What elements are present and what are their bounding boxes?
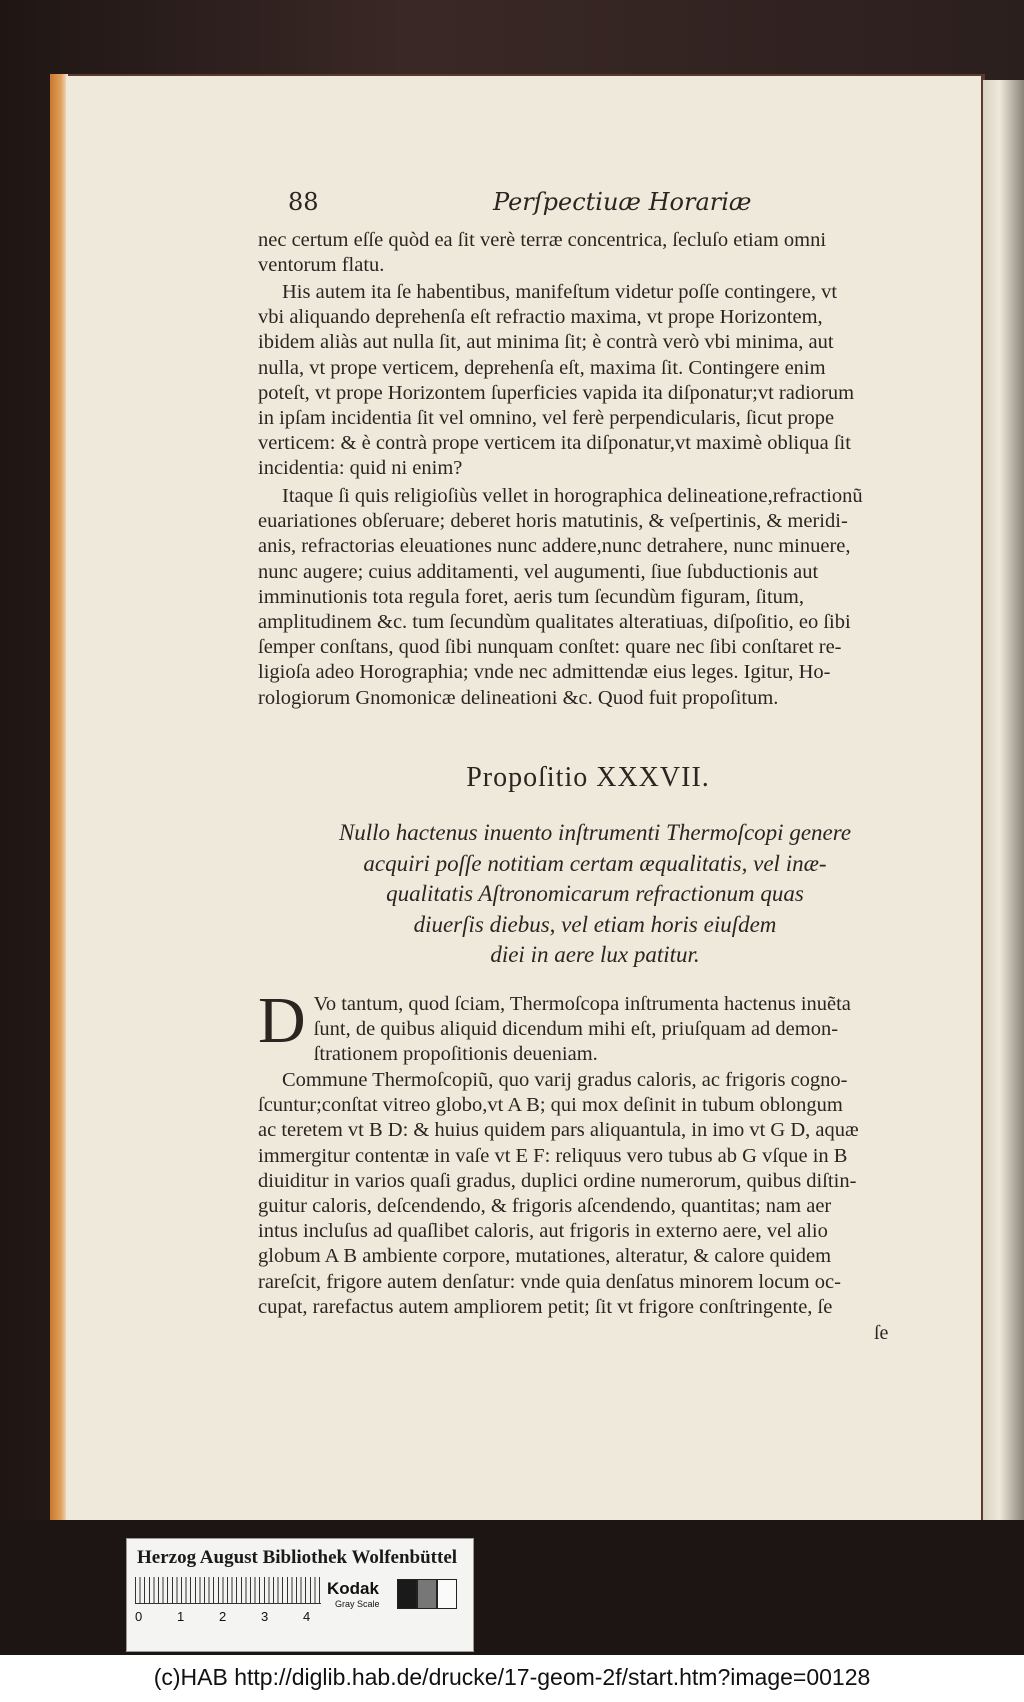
paragraph-2 xyxy=(258,280,918,482)
text-line: ſcuntur;conſtat vitreo globo,vt A B; qui mox deſinit in tubum oblongum xyxy=(258,1094,843,1117)
gray-swatch-white xyxy=(437,1579,457,1609)
copyright-url: (c)HAB http://diglib.hab.de/drucke/17-geom-2f/start.htm?image=00128 xyxy=(153,1664,871,1690)
text-line: immergitur contentæ in vaſe vt E F: reliquus vero tubus ab G vſque in B xyxy=(258,1144,848,1167)
text-line: ſtrationem propoſitionis deueniam. xyxy=(313,1043,598,1066)
text-line: guitur caloris, deſcendendo, & frigoris aſcendendo, quantitas; nam aer xyxy=(258,1195,832,1218)
text-line: incidentia: quid ni enim? xyxy=(258,457,463,480)
text-line: Itaque ſi quis religioſiùs vellet in horographica delineatione,refractionũ xyxy=(282,485,863,507)
adjacent-leaf xyxy=(983,80,1024,1520)
ruler-number: 2 xyxy=(219,1609,227,1624)
ruler-number: 4 xyxy=(303,1609,311,1624)
kodak-label: Kodak xyxy=(327,1579,379,1598)
text-line: vbi aliquando deprehenſa eſt refractio maxima, vt prope Horizontem, xyxy=(258,306,823,329)
ruler-numbers xyxy=(135,1609,335,1627)
text-line: rareſcit, frigore autem denſatur: vnde quia denſatus minorem locum oc- xyxy=(258,1270,841,1293)
color-target-card xyxy=(126,1538,474,1652)
text-line: anis, refractorias eleuationes nunc addere,nunc detrahere, nunc minuere, xyxy=(258,535,851,558)
enunciation-line: qualitatis Aſtronomicarum refractionum quas xyxy=(386,881,804,906)
text-line: ibidem aliàs aut nulla ſit, aut minima ſit; è contrà verò vbi minima, aut xyxy=(258,331,834,354)
text-line: euariationes obſeruare; deberet horis matutinis, & veſpertinis, & meridi- xyxy=(258,510,848,533)
proposition-heading: Propoſitio XXXVII. xyxy=(466,762,710,793)
text-line: in ipſam incidentia ſit vel omnino, vel ferè perpendicularis, ſicut prope xyxy=(258,407,835,430)
text-line: ventorum flatu. xyxy=(258,254,385,277)
paragraph-3 xyxy=(258,484,918,711)
text-line: nulla, vt prope verticem, deprehenſa eſt, maxima ſit. Contingere enim xyxy=(258,356,826,379)
text-line: ac teretem vt B D: & huius quidem pars aliquantula, in imo vt G D, aquæ xyxy=(258,1119,859,1142)
running-title: Perſpectiuæ Horariæ xyxy=(493,188,752,216)
text-line: intus incluſus ad quaſlibet caloris, aut frigoris in externo aere, vel alio xyxy=(258,1220,828,1243)
text-line: imminutionis tota regula foret, aeris tum ſecundùm figuram, ſitum, xyxy=(258,585,804,608)
gray-swatch-black xyxy=(397,1579,417,1609)
ruler-number: 1 xyxy=(177,1609,185,1624)
text-line: ſunt, de quibus aliquid dicendum mihi eſt, priuſquam ad demon- xyxy=(313,1018,839,1041)
text-line: Commune Thermoſcopiũ, quo varij gradus caloris, ac frigoris cogno- xyxy=(282,1069,848,1091)
paragraph-1 xyxy=(258,228,918,278)
text-line: diuiditur in varios quaſi gradus, duplici ordine numerorum, quibus diſtin- xyxy=(258,1169,857,1192)
text-line: His autem ita ſe habentibus, manifeſtum videtur poſſe contingere, vt xyxy=(282,281,838,303)
text-line: ligioſa adeo Horographia; vnde nec admittendæ eius leges. Igitur, Ho- xyxy=(258,661,831,684)
running-head xyxy=(288,188,788,220)
enunciation-line: diei in aere lux patitur. xyxy=(490,942,700,967)
text-line: ſemper conſtans, quod ſibi nunquam conſtet: quare nec ſibi conſtaret re- xyxy=(258,636,842,659)
text-line: Vo tantum, quod ſciam, Thermoſcopa inſtrumenta hactenus inuẽta xyxy=(313,993,851,1015)
ruler-number: 0 xyxy=(135,1609,143,1624)
gray-swatch-mid xyxy=(417,1579,437,1609)
ruler-number: 3 xyxy=(261,1609,269,1624)
enunciation-line: diuerſis diebus, vel etiam horis eiuſdem xyxy=(413,911,777,937)
enunciation-line: acquiri poſſe notitiam certam æqualitatis, vel inæ- xyxy=(363,850,827,876)
library-name: Herzog August Bibliothek Wolfenbüttel xyxy=(137,1547,458,1568)
gray-scale-label: Gray Scale xyxy=(335,1599,380,1609)
text-line: globum A B ambiente corpore, mutationes, alteratur, & calore quidem xyxy=(258,1245,832,1268)
text-line: rologiorum Gnomonicæ delineationi &c. Quod fuit propoſitum. xyxy=(258,686,779,709)
text-line: nunc augere; cuius additamenti, vel augumenti, ſiue ſubductionis aut xyxy=(258,560,819,583)
page-number: 88 xyxy=(288,188,319,216)
scale-ruler xyxy=(135,1577,321,1604)
paragraph-4 xyxy=(258,984,918,1068)
text-line: verticem: & è contrà prope verticem ita diſponatur,vt maximè obliqua ſit xyxy=(258,432,851,455)
paragraph-5 xyxy=(258,1068,918,1320)
text-line: amplitudinem &c. tum ſecundùm qualitates alteratiuas, diſpoſitio, eo ſibi xyxy=(258,611,851,634)
enunciation-line: Nullo hactenus inuento inſtrumenti Thermoſcopi genere xyxy=(338,820,852,845)
proposition-enunciation xyxy=(275,818,915,971)
catchword: ſe xyxy=(874,1322,889,1344)
text-line: nec certum eſſe quòd ea ſit verè terræ concentrica, ſecluſo etiam omni xyxy=(258,229,827,251)
drop-capital: D xyxy=(258,984,306,1057)
text-line: cupat, rarefactus autem ampliorem petit; ſit vt frigore conſtringente, ſe xyxy=(258,1295,833,1318)
text-line: poteſt, vt prope Horizontem ſuperficies vapida ita diſponatur;vt radiorum xyxy=(258,381,855,404)
